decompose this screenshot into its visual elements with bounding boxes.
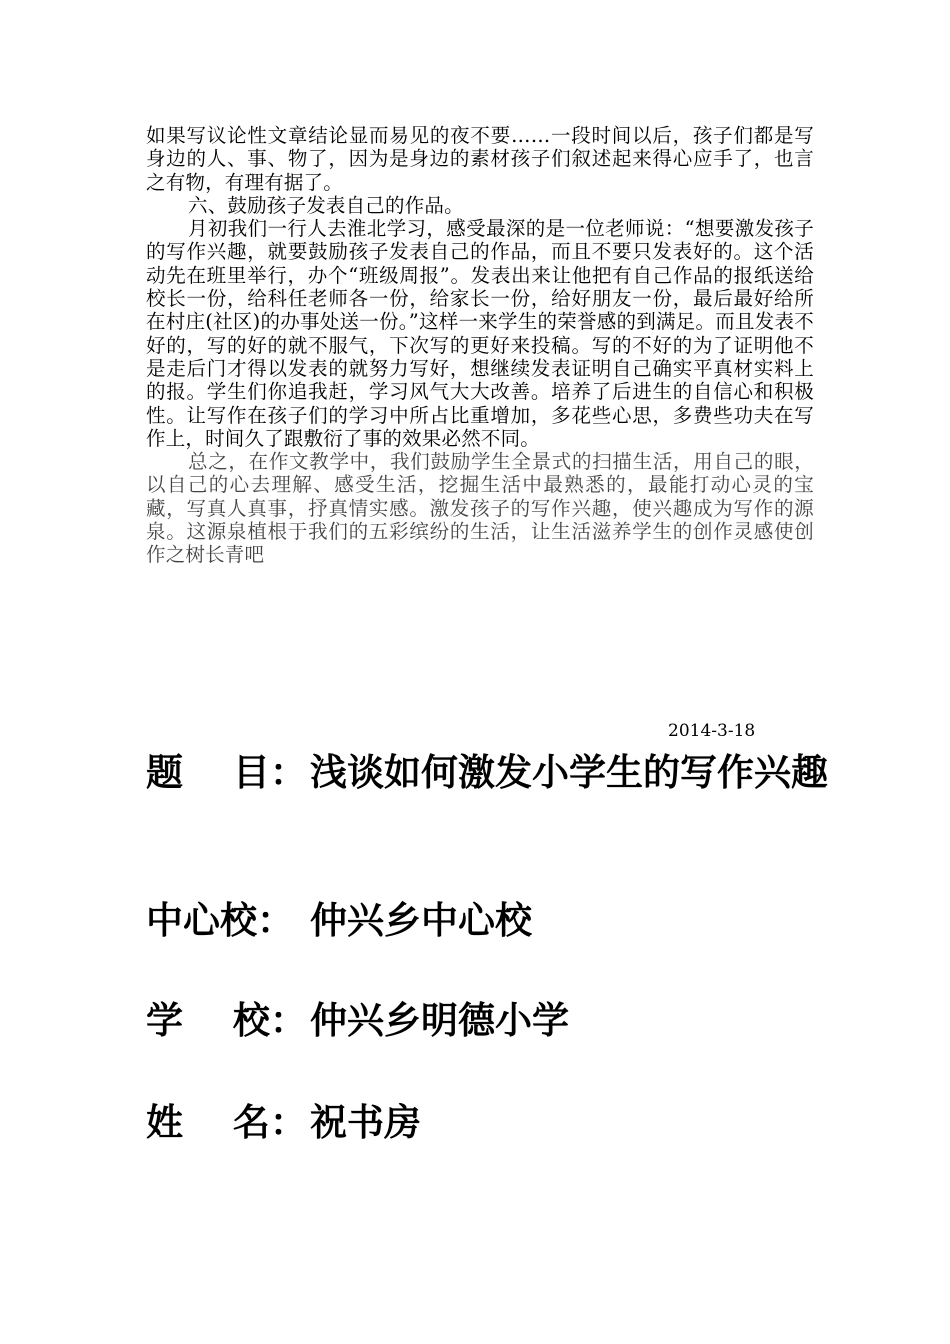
name-field [146,1098,846,1147]
title-label: 题 目： [146,750,307,794]
paragraph-heading-6: 六、鼓励孩子发表自己的作品。 [188,193,464,217]
name-value: 祝书房 [310,1100,421,1144]
title-value: 浅谈如何激发小学生的写作兴趣 [310,750,828,794]
essay-body [146,124,814,567]
center-school-label: 中心校： [146,898,294,942]
name-label: 姓 名： [146,1100,307,1144]
paragraph-3: 月初我们一行人去淮北学习，感受最深的是一位老师说：“想要激发孩子的写作兴趣，就要鼓励孩子发表自己的作品，而且不要只发表好的。这个活动先在班里举行，办个“班级周报”。发表出来让他把有自己作品的报纸送给校长一份，给科任老师各一份，给家长一份，给好朋友一份，最后最好给所在村庄(社区)的办事处送一份。”这样一来学生的荣誉感的到满足。而且发表不好的，写的好的就不服气，下次写的更好来投稿。写的不好的为了证明他不是走后门才得以发表的就努力写好，想继续发表证明自己确实平真材实料上的报。学生们你追我赶，学习风气大大改善。培养了后进生的自信心和积极性。让写作在孩子们的学习中所占比重增加，多花些心思，多费些功夫在写作上，时间久了跟敷衍了事的效果必然不同。 [146,217,814,450]
paragraph-1: 如果写议论性文章结论显而易见的夜不要……一段时间以后，孩子们都是写身边的人、事、物了，因为是身边的素材孩子们叙述起来得心应手了，也言之有物，有理有据了。 [146,124,814,194]
paragraph-conclusion: 总之，在作文教学中，我们鼓励学生全景式的扫描生活，用自己的眼，以自己的心去理解、感受生活，挖掘生活中最熟悉的，最能打动心灵的宝藏，写真人真事，抒真情实感。激发孩子的写作兴趣，使兴趣成为写作的源泉。这源泉植根于我们的五彩缤纷的生活，让生活滋养学生的创作灵感使创作之树长青吧 [146,450,814,567]
school-label: 学 校： [146,998,307,1042]
center-school-value: 仲兴乡中心校 [310,898,532,942]
school-field [146,996,846,1045]
document-date: 2014-3-18 [668,721,756,741]
center-school-field [146,896,846,945]
title-field [146,748,846,797]
school-value: 仲兴乡明德小学 [310,998,569,1042]
